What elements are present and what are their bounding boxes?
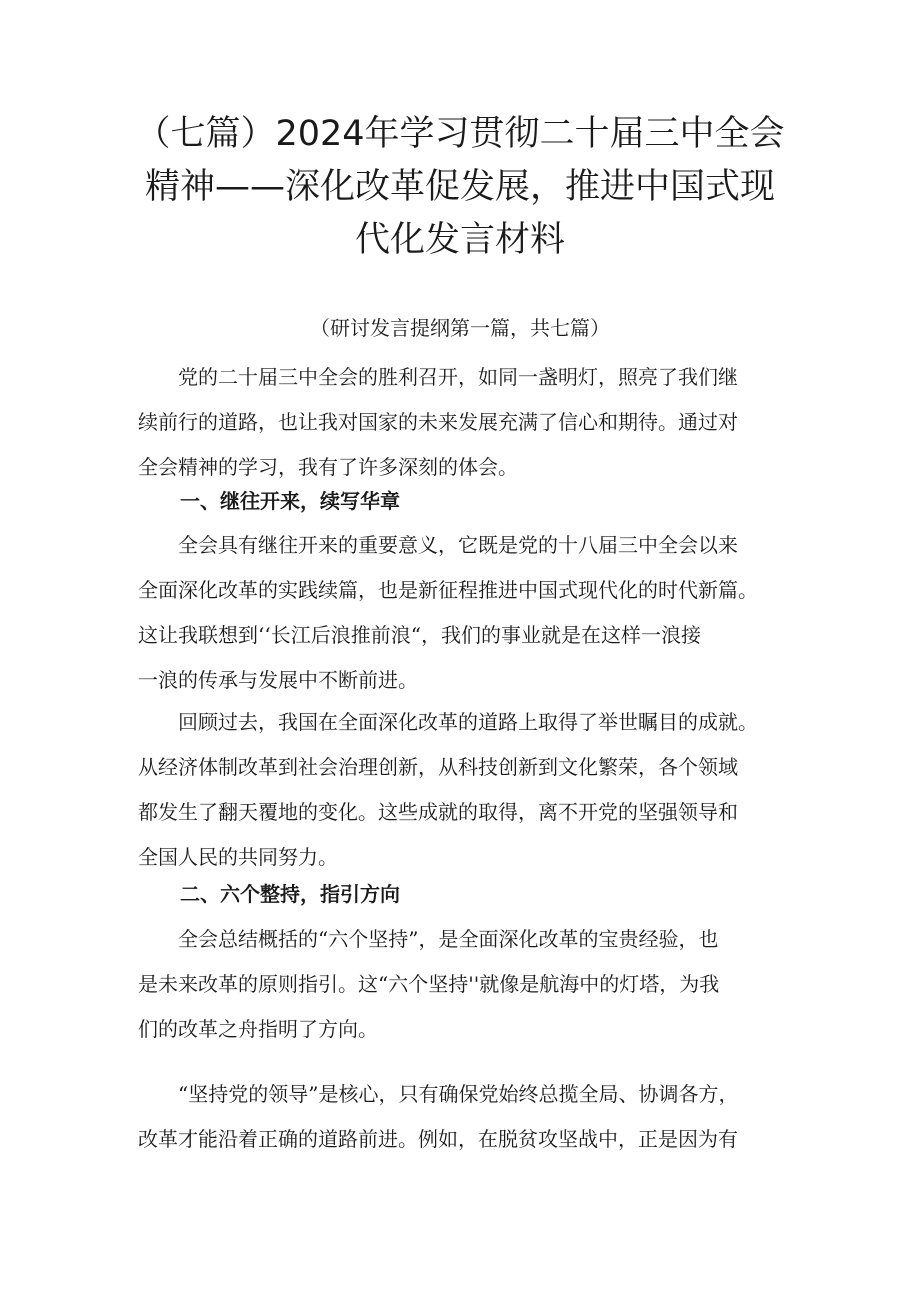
text-line: 一浪的传承与发展中不断前进。 — [138, 668, 418, 692]
paragraph-section2-a — [138, 917, 788, 1052]
text-line: 这让我联想到‘‘长江后浪推前浪“，我们的事业就是在这样一浪接 — [138, 623, 701, 647]
title-line: 代化发言材料 — [354, 220, 565, 260]
section-heading-1: 一、继往开来，续写华章 — [180, 489, 400, 513]
text-line: 续前行的道路，也让我对国家的未来发展充满了信心和期待。通过对 — [138, 410, 738, 434]
text-line: 都发生了翻天覆地的变化。这些成就的取得，离不开党的坚强领导和 — [138, 800, 738, 824]
paragraph-section2-b — [138, 1072, 788, 1162]
text-line: 全会总结概括的“六个坚持”，是全面深化改革的宝贵经验，也 — [138, 927, 719, 951]
text-line: 全面深化改革的实践续篇，也是新征程推进中国式现代化的时代新篇。 — [138, 578, 758, 602]
text-line: 党的二十届三中全会的胜利召开，如同一盏明灯，照亮了我们继 — [138, 365, 738, 389]
text-line: 全国人民的共同努力。 — [138, 845, 338, 869]
text-line: 改革才能沿着正确的道路前进。例如，在脱贫攻坚战中，正是因为有 — [138, 1127, 738, 1151]
paragraph-intro — [138, 355, 788, 490]
title-line: 精神——深化改革促发展，推进中国式现 — [144, 167, 775, 207]
section-heading-2: 二、六个整持，指引方向 — [180, 882, 400, 906]
text-line: “坚持党的领导”是核心，只有确保党始终总揽全局、协调各方， — [138, 1082, 739, 1106]
document-subtitle: （研讨发言提纲第一篇，共七篇） — [310, 316, 610, 340]
document-title — [120, 108, 800, 267]
text-line: 们的改革之舟指明了方向。 — [138, 1017, 378, 1041]
text-line: 从经济体制改革到社会治理创新，从科技创新到文化繁荣，各个领域 — [138, 755, 738, 779]
text-line: 全会具有继往开来的重要意义，它既是党的十八届三中全会以来 — [138, 533, 738, 557]
text-line: 全会精神的学习，我有了许多深刻的体会。 — [138, 455, 518, 479]
paragraph-section1-a — [138, 523, 788, 703]
text-line: 是未来改革的原则指引。这“六个坚持''就像是航海中的灯塔，为我 — [138, 972, 720, 996]
paragraph-section1-b — [138, 700, 788, 880]
text-line: 回顾过去，我国在全面深化改革的道路上取得了举世瞩目的成就。 — [138, 710, 758, 734]
title-line: （七篇）2024年学习贯彻二十届三中全会 — [135, 114, 785, 154]
